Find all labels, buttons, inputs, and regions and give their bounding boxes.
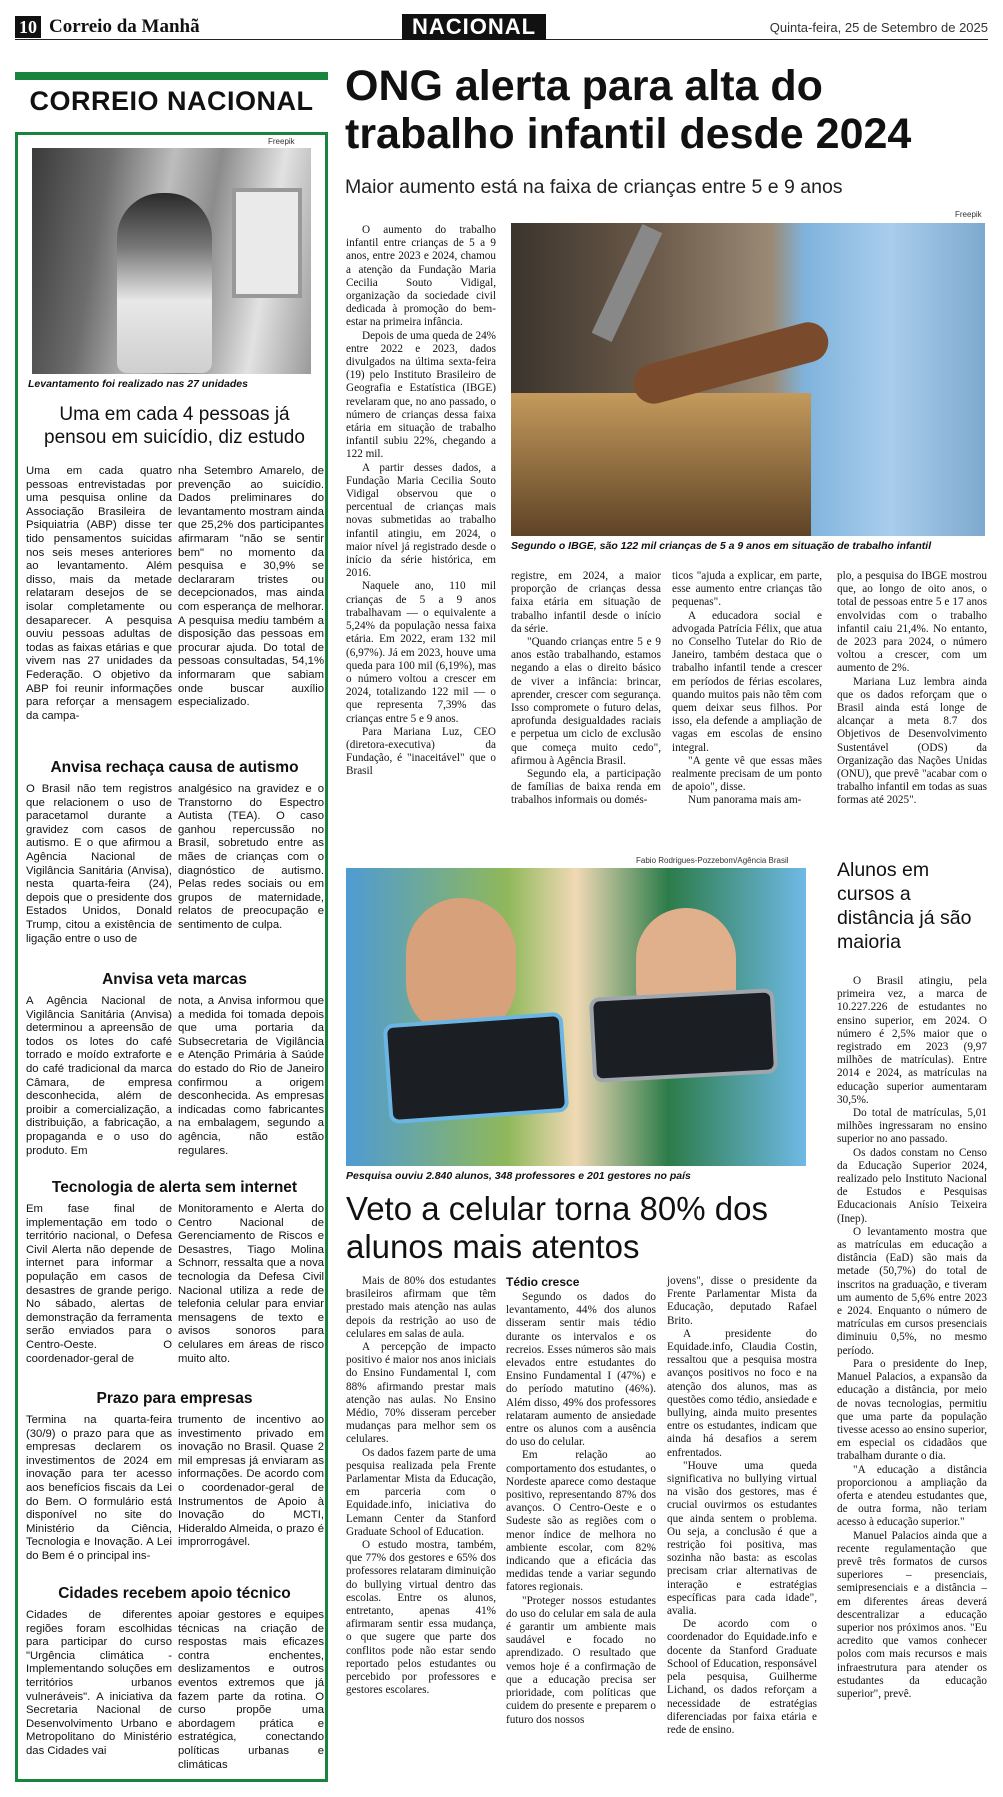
celular-col3-p1: jovens", disse o presidente da Frente Parlamentar Mista da Educação, deputado Rafael Brito. [667, 1275, 817, 1327]
phone-shape [589, 988, 778, 1083]
section-label: NACIONAL [402, 14, 546, 40]
celular-subtitle: Tédio cresce [506, 1275, 580, 1289]
celular-col1 [346, 1275, 496, 1698]
paper-name: Correio da Manhã [49, 16, 200, 37]
ead-p5: Para o presidente do Inep, Manuel Palacios, a expansão da educação a distância, por meio de novas tecnologias, permitiu que uma parte da população tivesse acesso ao ensino superior, em especial os cidadãos que trabalham durante o dia. [837, 1357, 987, 1463]
story5-title: Prazo para empresas [96, 1390, 253, 1407]
main-col4 [837, 570, 987, 808]
sidebar-photo [32, 148, 311, 374]
celular-col1-p1: Mais de 80% dos estudantes brasileiros afirmam que têm prestado mais atenção nas aulas depois da restrição ao uso de celulares em salas de aula. [346, 1275, 496, 1340]
sidebar-box [15, 132, 328, 1782]
celular-photo-credit: Fabio Rodrigues-Pozzebom/Agência Brasil [636, 856, 789, 865]
story6-col1: Cidades de diferentes regiões foram escolhidas para participar do curso "Urgência climática - Implementando soluções em territórios urbanos vulneráveis". A iniciativa da Secretaria Nacional de Desenvolvimento Urbano e Metropolitano do Ministério das Cidades vai [26, 1609, 172, 1757]
ead-p7: Manuel Palacios ainda que a recente regulamentação que prevê três formatos de cursos superiores – presenciais, semipresenciais e a distância – em diferentes áreas deverá descentralizar a educação superior nos próximos anos. "Eu acredito que vamos conhecer polos com mais recursos e mais infraestrutura para atender os estudantes da educação superior", prevê. [837, 1529, 987, 1700]
main-col1-p2: Depois de uma queda de 24% entre 2022 e 2023, dados divulgados na última sexta-feira (19) pelo Instituto Brasileiro de Geografia e Estatística (IBGE) revelaram que, no ano passado, o número de crianças dessa faixa etária em situação de trabalho infantil subiu 22%, chegando a 122 mil. [346, 329, 496, 461]
main-col2-p2: "Quando crianças entre 5 e 9 anos estão trabalhando, estamos negando a elas o direito básico de viver a infância: brincar, aprender, crescer com segurança. Isso compromete o futuro delas, aprofunda desigualdades raciais e perpetua um ciclo de exclusão que começa muito cedo", afirmou à Agência Brasil. [511, 636, 661, 767]
celular-col2-p1: Segundo os dados do levantamento, 44% dos alunos disseram sentir mais tédio durante os intervalos e os recreios. Esses números são mais elevados entre estudantes do Ensino Fundamental I (47%) e do período matutino (46%). Além disso, 49% dos professores relataram aumento de ansiedade entre os alunos com a ausência do uso do celular. [506, 1291, 656, 1449]
main-photo-credit: Freepik [955, 210, 982, 219]
main-photo-caption: Segundo o IBGE, são 122 mil crianças de 5 a 9 anos em situação de trabalho infantil [511, 540, 932, 552]
main-col2-p3: Segundo ela, a participação de famílias de baixa renda em trabalhos informais ou domés- [511, 768, 661, 807]
window-shape [232, 188, 302, 298]
story3-title: Anvisa veta marcas [102, 971, 247, 988]
story6-title: Cidades recebem apoio técnico [58, 1585, 291, 1602]
workbench-shape [511, 393, 811, 536]
story6-col2: apoiar gestores e equipes técnicas na criação de respostas mais eficazes contra enchentes, deslizamentos e outros eventos extremos que já fazem parte da rotina. O curso propõe uma abordagem prática e estratégica, conectando políticas urbanas e climáticas [178, 1609, 324, 1771]
story3-col2: nota, a Anvisa informou que a medida foi tomada depois que uma portaria da Subsecretaria de Vigilância e Atenção Primária à Saúde do estado do Rio de Janeiro confirmou a origem desconhecida. As empresas indicadas como fabricantes na embalagem, segundo a agência, não estão regulares. [178, 995, 324, 1157]
main-col1-p3: A partir desses dados, a Fundação Maria Cecilia Souto Vidigal observou que o percentual de crianças mais novas submetidas ao trabalho infantil atingiu, em 2024, o maior nível já registrado desde o início da série histórica, em 2016. [346, 461, 496, 580]
story4-title: Tecnologia de alerta sem internet [51, 1179, 298, 1196]
celular-col3-p2: A presidente do Equidade.info, Claudia Costin, ressaltou que a pesquisa mostra avanços positivos no foco e na atenção dos alunos, mas as questões como tédio, ansiedade e bullying, ainda muito presentes entre os estudantes, indicam que ainda há desafios a serem enfrentados. [667, 1327, 817, 1459]
main-col3-p2: A educadora social e advogada Patrícia Félix, que atua no Conselho Tutelar do Rio de Janeiro, também destaca que o trabalho infantil tende a crescer em períodos de férias escolares, quando muitos pais não têm com quem deixar seus filhos. Por isso, ela defende a ampliação de vagas em escolas de ensino integral. [672, 609, 822, 754]
main-col1-p5: Para Mariana Luz, CEO (diretora-executiva) da Fundação, é "inaceitável" que o Brasil [346, 725, 496, 778]
main-col1 [346, 224, 496, 779]
main-col2 [511, 570, 661, 808]
main-col3 [672, 570, 822, 808]
story2-title: Anvisa rechaça causa de autismo [50, 759, 299, 776]
celular-headline: Veto a celular torna 80% dos alunos mais atentos [346, 1190, 768, 1265]
phone-shape [383, 1012, 570, 1124]
main-col3-p1: ticos "ajuda a explicar, em parte, esse aumento entre crianças tão pequenas". [672, 570, 822, 609]
main-col3-p3: "A gente vê que essas mães realmente precisam de um ponto de apoio", disse. [672, 754, 822, 794]
celular-photo [346, 868, 806, 1166]
story4-col1: Em fase final de implementação em todo o território nacional, o Defesa Civil Alerta não depende de internet para informar a população em casos de desastres de grande perigo. No sábado, alertas de demonstração da ferramenta serão enviados para o Centro-Oeste. O coordenador-geral de [26, 1203, 172, 1365]
ead-headline: Alunos em cursos a distância já são maioria [837, 859, 972, 953]
celular-col1-p3: Os dados fazem parte de uma pesquisa realizada pela Frente Parlamentar Mista da Educação, em parceria com o Equidade.info, iniciativa do Lemann Center da Stanford Graduate School of Education. [346, 1446, 496, 1538]
sidebar-accent-bar [15, 72, 328, 80]
celular-col3 [667, 1275, 817, 1737]
ead-p3: Os dados constam no Censo da Educação Superior 2024, realizado pelo Instituto Nacional de Estudos e Pesquisas Educacionais Anísio Teixeira (Inep). [837, 1146, 987, 1225]
celular-col1-p2: A percepção de impacto positivo é maior nos anos iniciais do Ensino Fundamental I, com 88% afirmando prestar mais atenção nas aulas. No Ensino Médio, 70% disseram perceber mudanças para melhor sem os celulares. [346, 1341, 496, 1446]
ead-col [837, 975, 987, 1701]
main-col1-p1: O aumento do trabalho infantil entre crianças de 5 a 9 anos, entre 2023 e 2024, chamou a atenção da Fundação Maria Cecilia Souto Vidigal, organização da sociedade civil dedicada à promoção do bem-estar na primeira infância. [346, 224, 496, 329]
ead-p2: Do total de matrículas, 5,01 milhões ingressaram no ensino superior no ano passado. [837, 1107, 987, 1146]
ead-p1: O Brasil atingiu, pela primeira vez, a marca de 10.227.226 de estudantes no ensino superior, em 2024. O número é 2,5% maior que o registrado em 2023 (9,97 milhões de matrículas). Entre 2014 e 2024, as matrículas na educação superior aumentaram 30,5%. [837, 975, 987, 1106]
story2-col1: O Brasil não tem registros que relacionem o uso de paracetamol durante a gravidez com casos de autismo. E o que afirmou a Agência Nacional de Vigilância Sanitária (Anvisa), nesta quarta-feira (24), depois que o presidente dos Estados Unidos, Donald Trump, citou a existência de ligação entre o uso de [26, 783, 172, 945]
celular-col2-p2: Em relação ao comportamento dos estudantes, o Nordeste aparece como destaque positivo, representando 87% dos avanços. O Centro-Oeste e o Sudeste são as regiões com o menor índice de melhora no ambiente escolar, com 82% indicando que a eficácia das medidas tende a variar segundo fatores regionais. [506, 1449, 656, 1594]
celular-col2 [506, 1275, 656, 1727]
celular-col1-p4: O estudo mostra, também, que 77% dos gestores e 65% dos professores relataram diminuição do bullying virtual dentro das escolas. Entre os alunos, entretanto, apenas 41% afirmaram sentir essa mudança, o que sugere que parte dos conflitos pode não estar sendo reportado pelos estudantes ou percebido por professores e gestores escolares. [346, 1539, 496, 1697]
story1-col1: Uma em cada quatro pessoas entrevistadas por uma pesquisa online da Associação Brasileira de Psiquiatria (ABP) disse ter tido pensamentos suicidas nos seis meses anteriores ao levantamento. Além disso, mais da metade relataram desejos de se isolar completamente ou desaparecer. A pesquisa ouviu pessoas adultas de todas as faixas etárias e que vivem nas 27 unidades da Federação. O objetivo da ABP foi reunir informações para reforçar a mensagem da campa- [26, 465, 172, 722]
main-col2-p1: registre, em 2024, a maior proporção de crianças dessa faixa etária em situação de trabalho infantil desde o início da série. [511, 570, 661, 635]
story5-col1: Termina na quarta-feira (30/9) o prazo para que as empresas declarem os investimentos de 2024 em inovação para ter acesso aos benefícios fiscais da Lei do Bem. O formulário está disponível no site do Ministério da Ciência, Tecnologia e Inovação. A Lei do Bem é o principal ins- [26, 1414, 172, 1562]
story5-col2: trumento de incentivo ao investimento privado em inovação no Brasil. Quase 2 mil empresas já enviaram as informações. De acordo com o coordenador-geral de Instrumentos de Apoio à Inovação do MCTI, Hideraldo Almeida, o prazo é improrrogável. [178, 1414, 324, 1549]
main-subheadline: Maior aumento está na faixa de crianças entre 5 e 9 anos [345, 176, 843, 198]
sidebar-headline: Uma em cada 4 pessoas já pensou em suicídio, diz estudo [44, 404, 305, 448]
main-col4-p2: Mariana Luz lembra ainda que os dados reforçam que o Brasil ainda está longe de alcançar a meta 8.7 dos Objetivos de Desenvolvimento Sustentável (ODS) da Organização das Nações Unidas (ONU), que prevê "acabar com o trabalho infantil em todas as suas formas até 2025". [837, 675, 987, 807]
main-col1-p4: Naquele ano, 110 mil crianças de 5 a 9 anos trabalhavam — o equivalente a 5,24% da população nessa faixa etária. Em 2022, eram 132 mil (6,97%). Já em 2023, houve uma queda para 100 mil (6,19%), mas o número voltou a crescer em 2024, totalizando 122 mil — o que representa 7,39% das crianças entre 5 e 9 anos. [346, 580, 496, 725]
celular-photo-caption: Pesquisa ouviu 2.840 alunos, 348 professores e 201 gestores no país [346, 1170, 691, 1182]
person-shape [117, 193, 212, 373]
ead-p4: O levantamento mostra que as matrículas em educação a distância (EaD) são mais da metade (50,7%) do total de inscritos na graduação, e tiveram um aumento de 5,6% entre 2023 e 2024. Enquanto o número de matrículas em cursos presenciais diminuiu 0,5%, no mesmo período. [837, 1225, 987, 1357]
main-col3-p4: Num panorama mais am- [688, 794, 802, 807]
main-photo [511, 223, 985, 536]
story4-col2: Monitoramento e Alerta do Centro Nacional de Gerenciamento de Riscos e Desastres, Tiago Molina Schnorr, ressalta que a nova tecnologia da Defesa Civil Nacional utiliza a rede de telefonia celular para enviar mensagens de texto e avisos sonoros para celulares em áreas de risco muito alto. [178, 1203, 324, 1365]
sidebar-photo-caption: Levantamento foi realizado nas 27 unidades [28, 378, 248, 390]
sidebar-title: CORREIO NACIONAL [29, 86, 314, 116]
masthead [15, 14, 988, 40]
page-number: 10 [15, 16, 41, 38]
ead-p6: "A educação a distância proporcionou a ampliação da oferta e atendeu estudantes que, de outra forma, não teriam acesso à educação superior." [837, 1463, 987, 1529]
sidebar-photo-credit: Freepik [268, 137, 295, 146]
celular-col2-p3: "Proteger nossos estudantes do uso do celular em sala de aula é garantir um ambiente mais saudável e focado no aprendizado. O resultado que vemos hoje é a confirmação de que a educação precisa ser prioridade, com políticas que cuidem do presente e preparem o futuro dos nossos [506, 1594, 656, 1726]
story1-col2: nha Setembro Amarelo, de prevenção ao suicídio. Dados preliminares do levantamento mostram ainda que 25,2% dos participantes afirmaram "não se sentir bem" no momento da pesquisa e 30,9% se declararam tristes ou decepcionados, mas ainda com esperança de melhorar. A pesquisa mediu também a disposição das pessoas em procurar ajuda. Do total de pessoas consultadas, 54,1% informaram que sabiam onde buscar auxílio especializado. [178, 465, 324, 709]
celular-col3-p3: "Houve uma queda significativa no bullying virtual na visão dos gestores, mas é crucial ouvirmos os estudantes que ainda sentem o problema. Ou seja, a conclusão é que a restrição foi positiva, mas sozinha não basta: as escolas precisam criar alternativas de interação e estratégias específicas para cada idade", avalia. [667, 1459, 817, 1618]
main-col4-p1: plo, a pesquisa do IBGE mostrou que, ao longo de oito anos, o total de pessoas entre 5 e 17 anos envolvidas com o trabalho infantil caiu 21,4%. No entanto, de 2023 para 2024, o número voltou a crescer, com um aumento de 2%. [837, 570, 987, 675]
celular-col3-p4: De acordo com o coordenador do Equidade.info e docente da Stanford Graduate School of Education, responsável pela pesquisa, Guilherme Lichand, os dados reforçam a necessidade de estratégias diferenciadas por faixa etária e rede de ensino. [667, 1618, 817, 1736]
issue-date: Quinta-feira, 25 de Setembro de 2025 [769, 20, 988, 35]
main-headline: ONG alerta para alta do trabalho infantil desde 2024 [345, 62, 912, 158]
story3-col1: A Agência Nacional de Vigilância Sanitária (Anvisa) determinou a apreensão de todos os lotes do café torrado e moído extraforte e do café tradicional da marca Câmara, de empresa desconhecida, além de proibir a comercialização, a distribuição, a fabricação, a propaganda e o uso do produto. Em [26, 995, 172, 1157]
hammer-shape [592, 224, 663, 342]
story2-col2: analgésico na gravidez e o Transtorno do Espectro Autista (TEA). O caso ganhou repercussão no Brasil, sobretudo entre as mães de crianças com o diagnóstico de autismo. Pelas redes sociais ou em grupos de maternidade, relatos de preocupação e sentimento de culpa. [178, 783, 324, 931]
